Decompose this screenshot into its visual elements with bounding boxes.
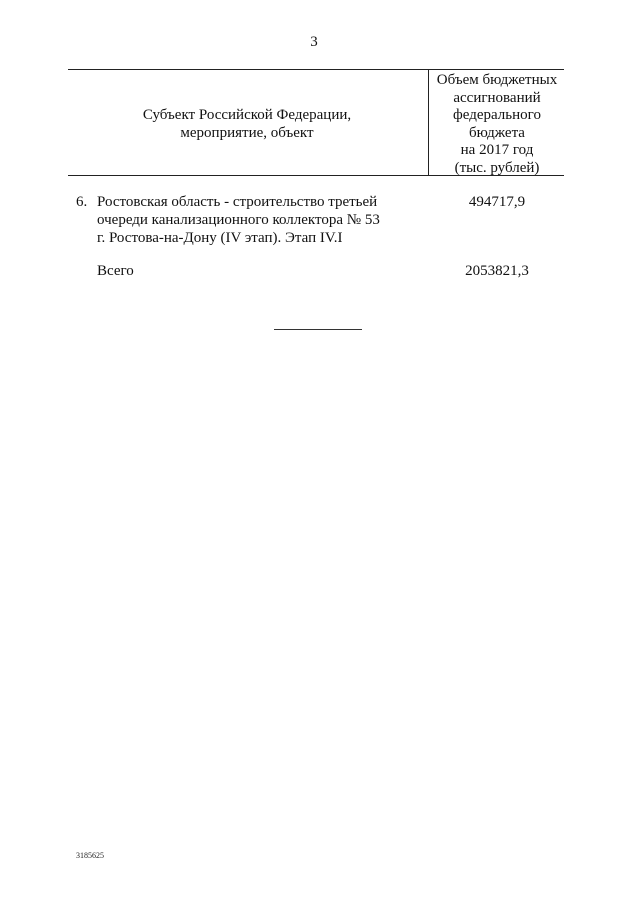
column-header-budget-line: на 2017 год xyxy=(460,142,534,158)
column-header-budget-line: федерального xyxy=(453,107,541,123)
column-header-subject-line: Субъект Российской Федерации, xyxy=(142,107,352,123)
page-number: 3 xyxy=(310,34,318,50)
row-description-line: очереди канализационного коллектора № 53 xyxy=(97,212,380,228)
column-header-subject-line: мероприятие, объект xyxy=(180,125,314,141)
column-header-budget-line: (тыс. рублей) xyxy=(454,159,540,176)
table-top-border xyxy=(68,69,564,70)
table-header-border xyxy=(68,175,564,176)
column-header-budget-line: бюджета xyxy=(469,124,525,141)
row-description xyxy=(97,193,417,247)
column-header-budget xyxy=(430,72,564,177)
row-description-line: Ростовская область - строительство третьей xyxy=(97,194,378,210)
end-of-document-rule xyxy=(274,329,362,330)
total-label: Всего xyxy=(97,263,134,279)
column-header-budget-line: Объем бюджетных xyxy=(436,72,558,88)
row-budget-value: 494717,9 xyxy=(468,194,526,210)
column-header-subject xyxy=(72,106,422,142)
total-value: 2053821,3 xyxy=(465,263,529,279)
column-header-budget-line: ассигнований xyxy=(453,89,541,106)
row-number: 6. xyxy=(76,194,88,210)
document-code: 3185625 xyxy=(76,851,104,860)
header-column-divider xyxy=(428,69,429,175)
row-description-line: г. Ростова-на-Дону (IV этап). Этап IV.I xyxy=(97,230,343,246)
